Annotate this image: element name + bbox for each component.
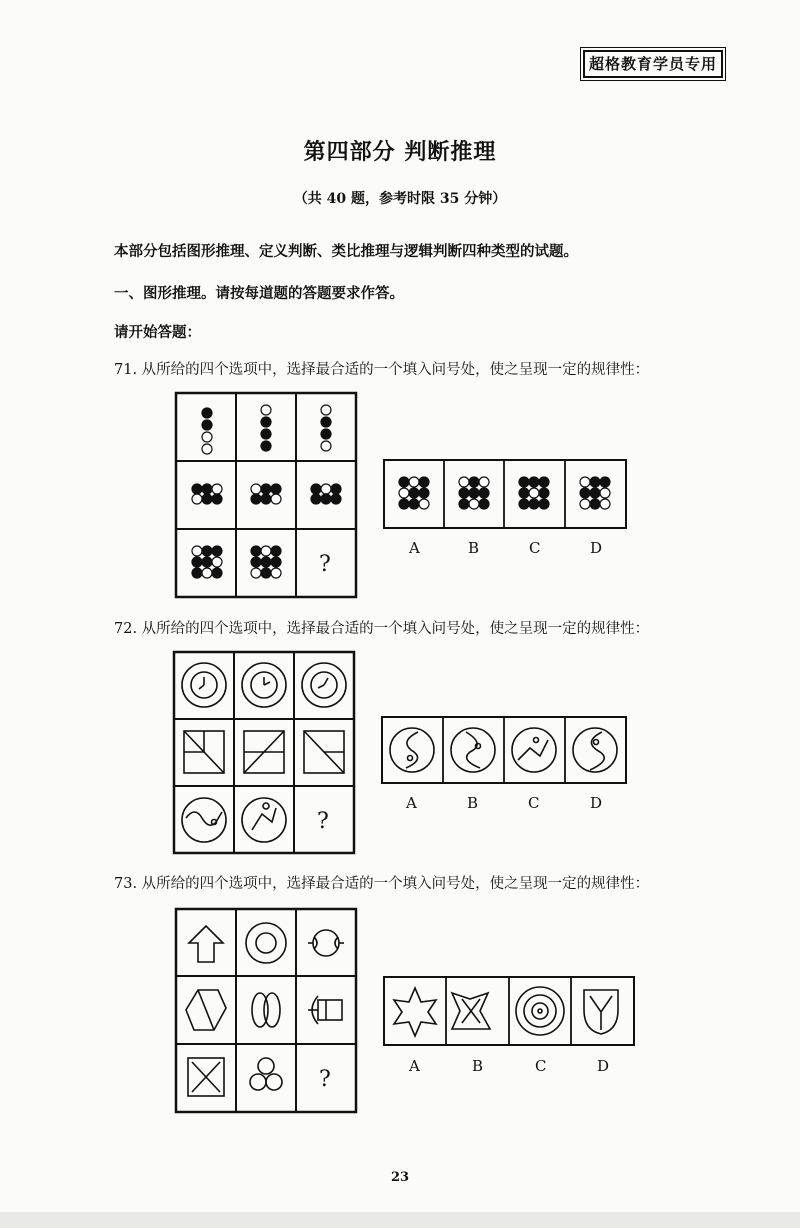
q72-option-a-label: A xyxy=(406,794,417,812)
q73-option-a-label: A xyxy=(409,1057,420,1075)
q71-option-b-label: B xyxy=(468,539,480,557)
q73-option-c-label: C xyxy=(535,1057,547,1075)
question-text: 从所给的四个选项中，选择最合适的一个填入问号处，使之呈现一定的规律性： xyxy=(141,621,650,637)
scan-bottom-edge xyxy=(0,1212,800,1228)
question-number: 71. xyxy=(114,362,138,378)
start-text: 请开始答题： xyxy=(114,324,201,341)
question-text: 从所给的四个选项中，选择最合适的一个填入问号处，使之呈现一定的规律性： xyxy=(141,362,650,378)
q73-option-d-label: D xyxy=(597,1057,610,1075)
q71-option-d-label: D xyxy=(590,539,603,557)
q72-option-c-label: C xyxy=(528,794,540,812)
q71-option-c-label: C xyxy=(529,539,541,557)
q73-question-mark: ? xyxy=(319,1067,331,1092)
question-number: 72. xyxy=(114,621,138,637)
part-one-heading: 一、图形推理。请按每道题的答题要求作答。 xyxy=(114,285,404,302)
section-title: 第四部分 判断推理 xyxy=(303,139,497,165)
intro-text: 本部分包括图形推理、定义判断、类比推理与逻辑判断四种类型的试题。 xyxy=(114,243,578,260)
section-subtitle: （共 40 题，参考时限 35 分钟） xyxy=(293,191,507,207)
q71-question-mark: ? xyxy=(319,552,331,577)
q73-row1 xyxy=(189,923,344,963)
q73-options xyxy=(394,987,618,1036)
q73-option-b-label: B xyxy=(472,1057,484,1075)
question-text: 从所给的四个选项中，选择最合适的一个填入问号处，使之呈现一定的规律性： xyxy=(141,876,650,892)
q73-row2 xyxy=(186,990,342,1030)
q72-option-d-label: D xyxy=(590,794,603,812)
q72-question-mark: ? xyxy=(317,809,329,834)
page-number: 23 xyxy=(390,1170,410,1185)
header-badge: 超格教育学员专用 xyxy=(583,50,723,78)
q71-option-a-label: A xyxy=(409,539,420,557)
q72-option-b-label: B xyxy=(467,794,479,812)
question-number: 73. xyxy=(114,876,138,892)
